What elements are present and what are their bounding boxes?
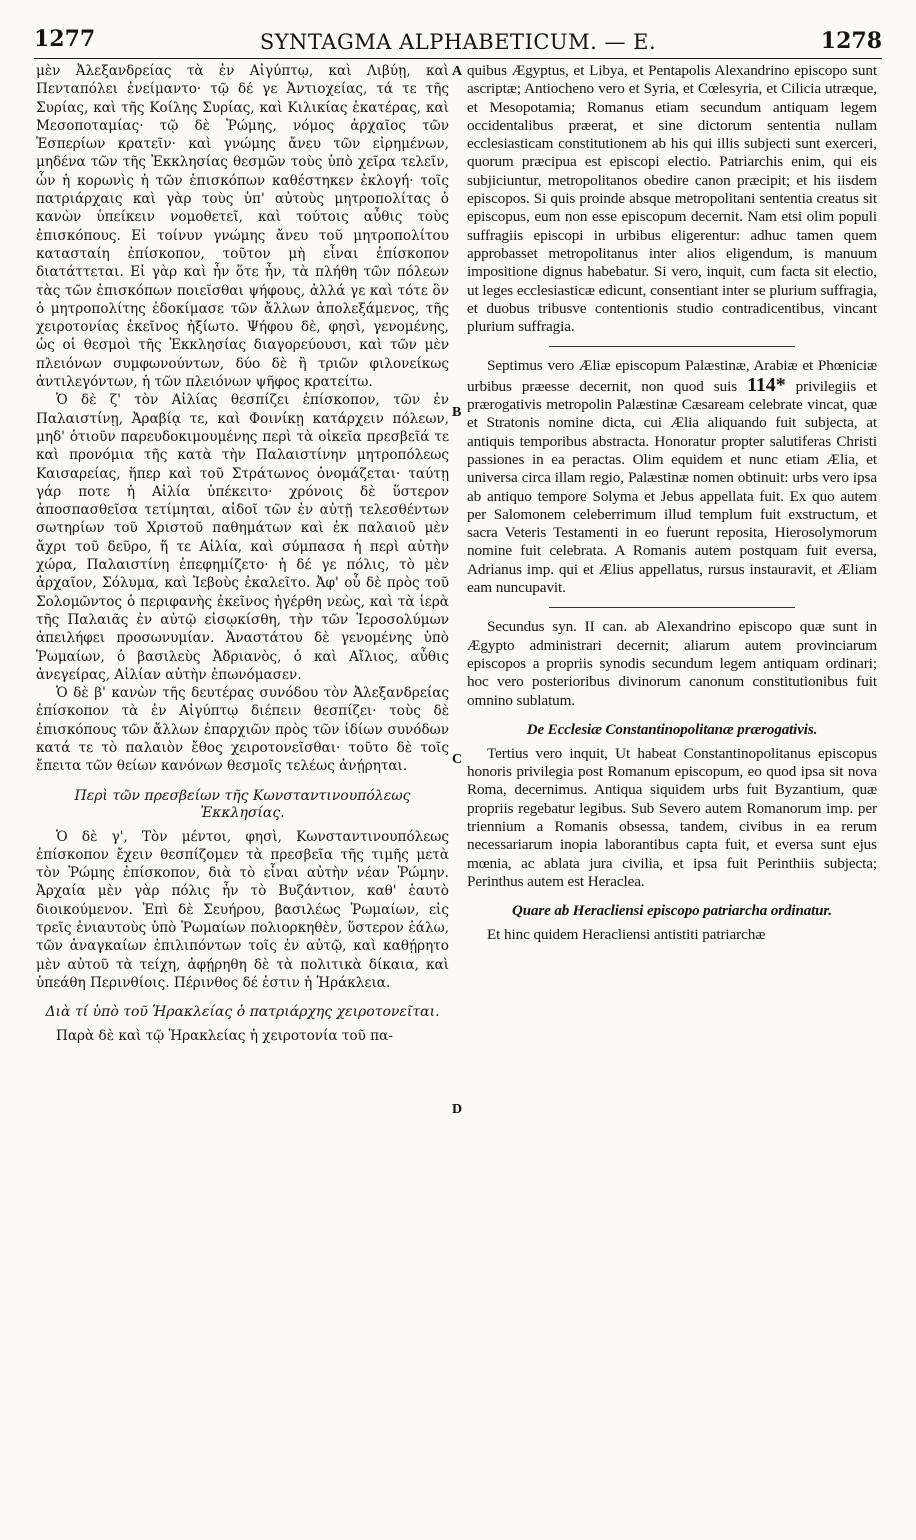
greek-paragraph: μὲν Ἀλεξανδρείας τὰ ἐν Αἰγύπτῳ, καὶ Λιβύῃ, καὶ Πενταπόλει ἐνείμαντο· τῷ δέ γε Ἀντιοχείας, τά τε τῆς Συρίας, καὶ τῆς Κοίλης Συρίας, καὶ Κιλικίας ἑκατέρας, καὶ Μεσοποταμίας· τῷ δὲ Ῥώμης, νόμος ἀρχαῖος τῶν Ἑσπερίων κρατεῖν· καὶ γνώμης ἄνευ τῶν εἰρημένων, μηδένα τῶν τῆς Ἐκκλησίας θεσμῶν τοὺς ὑπὸ χεῖρα τελεῖν, ὧν ἡ κορωνὶς ἡ τῶν ἐπισκόπων καθέστηκεν ἐκλογή· τοῖς πατριάρχαις καὶ γὰρ τοὺς ὑπ' αὐτοὺς μητροπολίτας ὁ κανὼν ὑπείκειν νομοθετεῖ, καὶ τούτοις αὖθις τοὺς ἐπισκόπους. Εἰ τοίνυν γνώμης ἄνευ τοῦ μητροπολίτου κατασταίη ἐπίσκοπον, τοῦτον μὴ εἶναι ἐπίσκοπον διατάττεται. Εἰ γὰρ καὶ ἦν ὅτε ἦν, τὰ πλήθη τῶν πόλεων τὰς τῶν ἐπισκόπων ποιεῖσθαι ψήφους, ἀλλά γε καὶ τότε ὃν ὁ μητροπολίτης ἐδοκίμασε τῶν ἄλλων ἀπολεξάμενος, τῆς χειροτονίας ἐκεῖνος ἠξίωτο. Ψήφου δὲ, φησὶ, γενομένης, ὡς οἱ θεσμοὶ τῆς Ἐκκλησίας διαγορεύουσι, καὶ τῶν μὲν πλειόνων συμφωνούντων, δύο δὲ ἢ τριῶν φιλονείκως ἀντιλεγόντων, ἡ τῶν πλειόνων ψῆφος κρατείτω. <box>36 63 449 391</box>
greek-paragraph: Ὁ δὲ γ', Τὸν μέντοι, φησὶ, Κωνσταντινουπόλεως ἐπίσκοπον ἔχειν θεσπίζομεν τὰ πρεσβεῖα τῆς τιμῆς μετὰ τὸν Ῥώμης ἐπίσκοπον, διὰ τὸ εἶναι αὐτὴν νέαν Ῥώμην. Ἀρχαία μὲν γὰρ πόλις ἦν τὸ Βυζάντιον, καθ' ἑαυτὸ διοικούμενον. Ἐπὶ δὲ Σευήρου, βασιλέως Ῥωμαίων, εἰς τρεῖς ἐνιαυτοὺς ὑπὸ Ῥωμαίων πολιορκηθὲν, ὕστερον ἑάλω, τῶν ἀναγκαίων ἐπιλιπόντων τοῖς ἐν αὐτῷ, καὶ καθῄρητο μὲν αὐτοῦ τὰ τείχη, ἀφῄρηθη δὲ τὰ πολιτικὰ δίκαια, καὶ ὑπεάθη Περινθίοις. Πέρινθος δέ ἐστιν ἡ Ἡράκλεια. <box>36 828 449 991</box>
separator-rule <box>549 607 795 608</box>
page-number-left: 1277 <box>34 26 96 52</box>
margin-letter-d: D <box>452 1102 463 1117</box>
greek-section-heading: Περὶ τῶν πρεσβείων τῆς Κωνσταντινουπόλεως Ἐκκλησίας. <box>74 787 411 821</box>
latin-paragraph: quibus Ægyptus, et Libya, et Pentapolis Alexandrino episcopo sunt ascriptæ; Antiocheno vero et Syria, et Cœlesyria, et Cilicia utræque, et Mesopotamia; Romanus etiam secundum antiquam legem occidentalibus præerat, et sine dictorum sententia nullam ecclesiasticam constitutionem ab his qui illis subjecti sunt exerceri, quorum præcipua est episcopi electio. Patriarchis enim, qui eis subjiciuntur, metropolitanos obedire canon præcipit; et his iisdem episcopos. Si quis proinde absque metropolitani sententia creatus sit episcopus, eum non esse episcopum decernit. Nam etsi olim populi suffragiis episcopi in urbibus eligerentur: adhuc tamen quem approbasset metropolitanus inter alios eligendum, is manuum impositione dignus habebatur. Si vero, inquit, cum facta sit electio, ut leges ecclesiasticæ edicunt, consentiant inter se plurium suffragia, et duobus tribusve contentionis studio contradicentibus, vincant plurium suffragia. <box>467 62 877 336</box>
greek-paragraph: Ὁ δὲ ζ' τὸν Αἰλίας θεσπίζει ἐπίσκοπον, τῶν ἐν Παλαιστίνῃ, Ἀραβίᾳ τε, καὶ Φοινίκῃ κατάρχειν πόλεων, μηδ' ὁτιοῦν παρευδοκιμουμένης περὶ τὰ οἰκεῖα πρεσβεῖά τε καὶ προνόμια τῆς κατὰ τὴν Παλαιστίνην μητροπόλεως Καισαρείας, ἥπερ καὶ τοῦ Στράτωνος ὀνομάζεται· ταύτῃ γάρ ποτε ἡ Αἰλία ὑπέκειτο· χρόνοις δὲ ὕστερον ἀποσπασθεῖσα τετίμηται, αἰδοῖ τῶν ἐν αὐτῇ τελεσθέντων σωτηρίων τοῦ Χριστοῦ παθημάτων καὶ ἐκ παλαιοῦ μὲν ἄχρι τοῦ δεῦρο, ἥ τε Αἰλία, καὶ σύμπασα ἡ περὶ αὐτὴν χώρα, Παλαιστίνη ἐπεφημίζετο· ἡ δέ γε πόλις, τὸ μὲν ἀρχαῖον, Σόλυμα, καὶ Ἰεβοὺς ἐκαλεῖτο. Ἀφ' οὗ δὲ πρὸς τοῦ Σολομῶντος ὁ περιφανὴς ἐκεῖνος ἠγέρθη νεὼς, καὶ τὰ ἱερὰ τῆς Παλαιᾶς ἐν αὐτῷ εἰσῳκίσθη, τὴν τῶν Ἱεροσολύμων ἀπειλήφει προσωνυμίαν. Ἀναστάτου δὲ γενομένης ὑπὸ Ῥωμαίων, ὁ βασιλεὺς Ἀδριανὸς, ὁ καὶ Αἴλιος, αὖθις ἀνεγείρας, Αἰλίαν αὐτὴν ἐπωνόμασεν. <box>36 392 449 683</box>
header-rule <box>34 58 882 59</box>
greek-section-heading: Διὰ τί ὑπὸ τοῦ Ἡρακλείας ὁ πατριάρχης χειροτονεῖται. <box>45 1004 440 1021</box>
latin-paragraph: Tertius vero inquit, Ut habeat Constantinopolitanus episcopus honoris privilegia post Romanum episcopum, eo quod ipsa sit nova Roma, decernimus. Antiqua siquidem urbs fuit Byzantium, quæ propriis regebatur legibus. Sub Severo autem Romanorum imp. per triennium a Romanis obsessa, tandem, civibus in ea rerum necessariarum inopia laborantibus capta fuit, et eversa sunt ejus mœnia, ac ablata jura civilia, et ipsa fuit Perinthiis subjecta; Perinthus autem est Heraclea. <box>467 744 877 890</box>
latin-column <box>467 62 877 944</box>
latin-paragraph: Secundus syn. II can. ab Alexandrino episcopo quæ sunt in Ægypto administrari decernit; aliarum autem provinciarum episcopos a propriis synodis secundum legem antiquam ordinari; hoc vero posterioribus divinorum canonum constitutionibus fuit omnino sublatum. <box>467 618 877 709</box>
running-header <box>34 20 882 60</box>
page-number-right: 1278 <box>820 28 882 54</box>
latin-section-heading: Quare ab Heracliensi episcopo patriarcha ordinatur. <box>512 903 832 920</box>
greek-column <box>36 62 449 1046</box>
separator-rule <box>549 346 795 347</box>
margin-letter-b: B <box>452 405 462 420</box>
running-title: SYNTAGMA ALPHABETICUM. — E. <box>259 30 657 54</box>
margin-letter-c: C <box>452 752 463 767</box>
margin-letter-a: A <box>452 64 463 79</box>
greek-paragraph: Ὁ δὲ β' κανὼν τῆς δευτέρας συνόδου τὸν Ἀλεξανδρείας ἐπίσκοπον τὰ ἐν Αἰγύπτῳ διέπειν θεσπίζει· τοὺς δὲ ἐπισκόπους τῶν ἄλλων ἐπαρχιῶν πρὸς τῶν ἰδίων συνόδων κατά τε τὸ παλαιὸν ἔθος χειροτονεῖσθαι· τοῦτο δὲ τοῖς ἔπειτα τῶν θείων κανόνων θεσμοῖς τελέως ἀνῄρηται. <box>36 685 449 775</box>
latin-text: privilegiis et prærogativis metropolin Palæstinæ Cæsaream celebrate vincat, quæ et Stratonis nomine dicta, cui Ælia aliquando fuit subjecta, at antiquis temporibus abstracta. Honoratur propter salutiferas Christi passiones in ea peractas. Olim equidem et nunc etiam Ælia, et universa circa illam regio, Palæstinæ nomen obtinuit: urbs vero ipsa ab antiquo tempore Solyma et Jebus appellata fuit. Ex quo autem per Salomonem celeberrimum illud templum fuit exstructum, et sacra Veteris Testamenti in eo fuerunt reposita, Hierosolymorum nomine fuit celebrata. A Romanis autem postquam fuit eversa, Adrianus imp. qui et Ælius appellatus, rursus instauravit, et Æliam eam nuncupavit. <box>467 377 877 597</box>
latin-paragraph <box>467 357 877 597</box>
latin-text: Septimus vero Æliæ episcopum Palæstinæ, Arabiæ et Phœniciæ urbibus præesse decernit, non quod suis <box>467 357 877 395</box>
greek-paragraph: Παρὰ δὲ καὶ τῷ Ἡρακλείας ἡ χειροτονία τοῦ πα- <box>56 1028 393 1045</box>
latin-paragraph: Et hinc quidem Heracliensi antistiti patriarchæ <box>487 926 766 944</box>
column-number: 114* <box>747 373 786 396</box>
latin-section-heading: De Ecclesiæ Constantinopolitanæ prærogativis. <box>526 721 818 738</box>
